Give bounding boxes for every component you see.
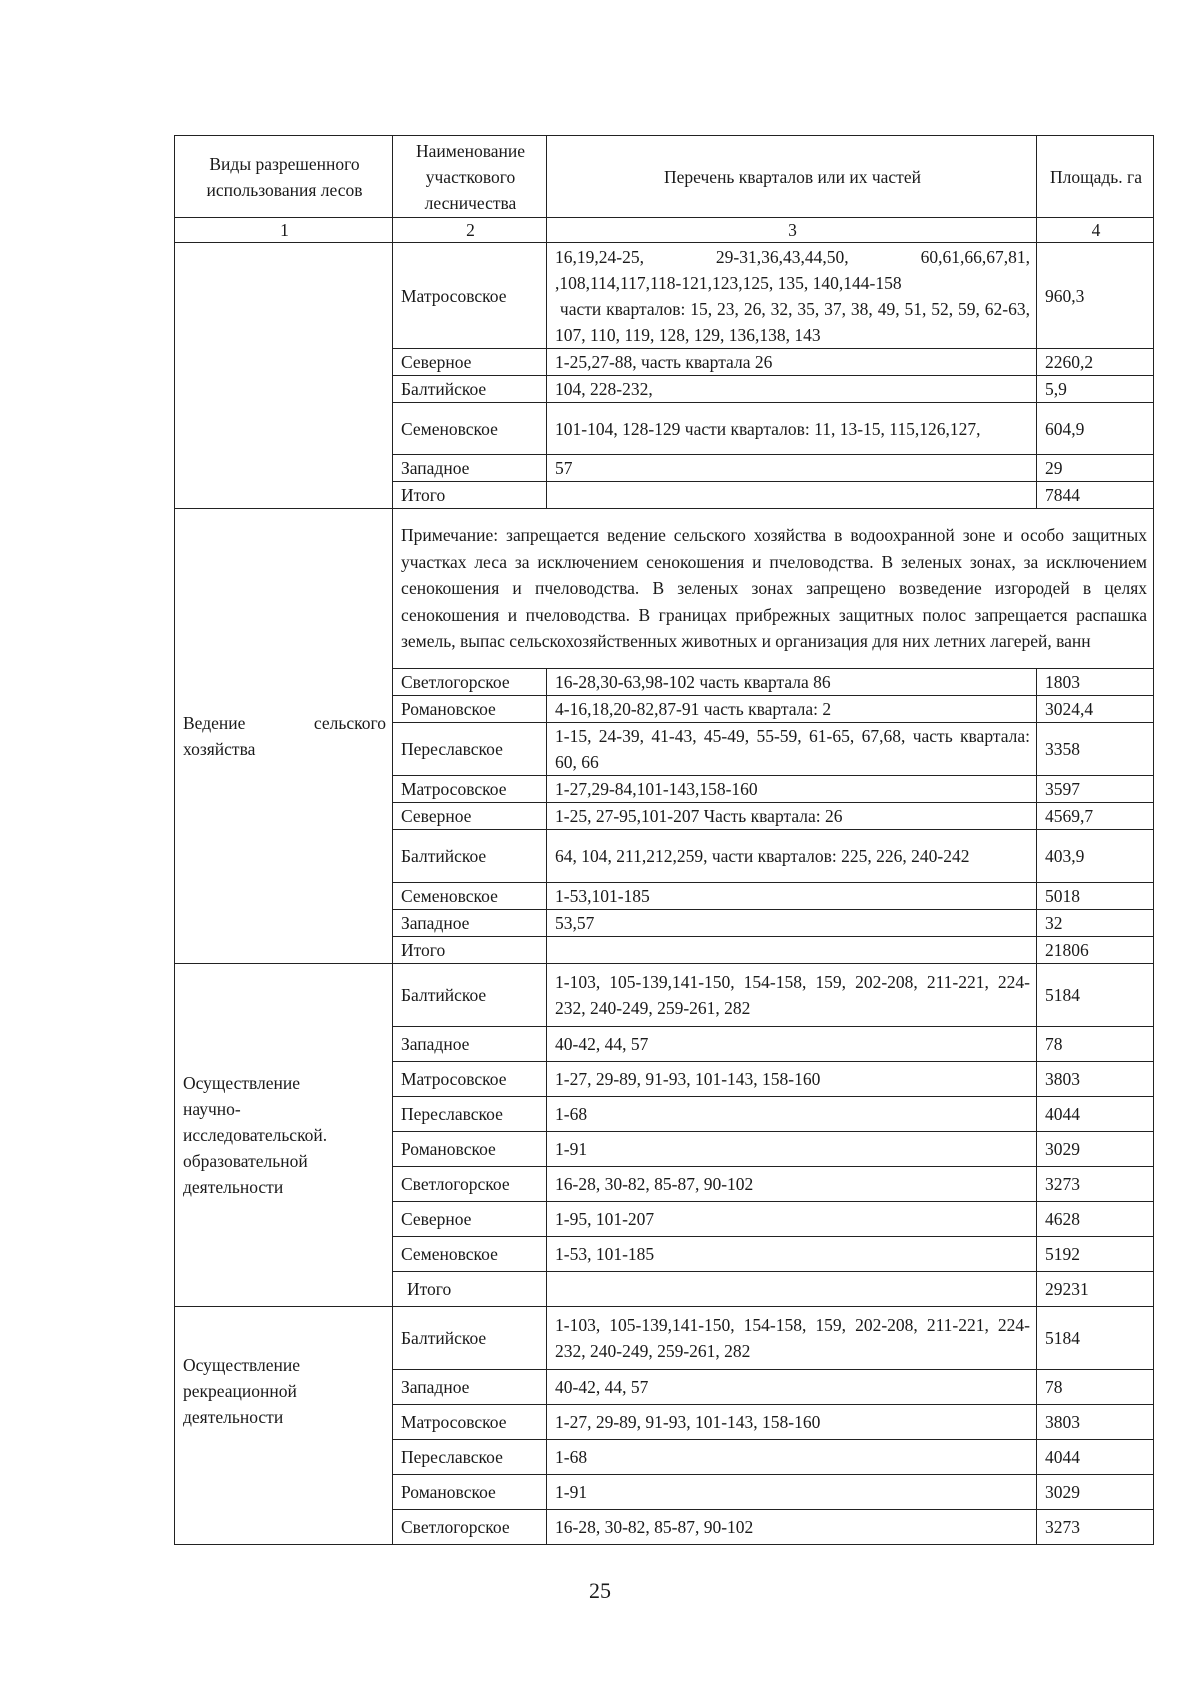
area-value: 5,9: [1037, 376, 1154, 403]
area-value: 5192: [1037, 1237, 1154, 1272]
forestry-name: Семеновское: [393, 403, 547, 455]
forestry-name: Переславское: [393, 1097, 547, 1132]
forestry-name: Западное: [393, 1370, 547, 1405]
forestry-name: Семеновское: [393, 1237, 547, 1272]
quarters-list: 1-68: [547, 1097, 1037, 1132]
use-kind-line: научно-: [183, 1099, 241, 1119]
area-value: 29: [1037, 455, 1154, 482]
column-number: 2: [393, 218, 547, 243]
page-number: 25: [589, 1578, 611, 1603]
quarters-list: 1-27,29-84,101-143,158-160: [547, 776, 1037, 803]
quarters-list: 1-27, 29-89, 91-93, 101-143, 158-160: [547, 1405, 1037, 1440]
header-use-kind: Виды разрешенного использования лесов: [175, 136, 393, 218]
column-number: 1: [175, 218, 393, 243]
quarters-list: 1-68: [547, 1440, 1037, 1475]
table-header-row: [175, 136, 1154, 218]
forestry-name: Романовское: [393, 1132, 547, 1167]
total-label: Итого: [393, 1272, 547, 1307]
quarters-list: 16-28,30-63,98-102 часть квартала 86: [547, 669, 1037, 696]
forestry-name: Светлогорское: [393, 1510, 547, 1545]
area-value: 5184: [1037, 964, 1154, 1027]
area-value: 3029: [1037, 1132, 1154, 1167]
quarters-list: 1-25,27-88, часть квартала 26: [547, 349, 1037, 376]
forestry-name: Романовское: [393, 696, 547, 723]
column-number: 4: [1037, 218, 1154, 243]
quarters-list: 1-91: [547, 1475, 1037, 1510]
quarters-list: 1-103, 105-139,141-150, 154-158, 159, 202-208, 211-221, 224-232, 240-249, 259-261, 282: [547, 1307, 1037, 1370]
area-value: 78: [1037, 1370, 1154, 1405]
area-value: 3029: [1037, 1475, 1154, 1510]
quarters-list: [547, 482, 1037, 509]
forestry-name: Переславское: [393, 1440, 547, 1475]
quarters-list: 16-28, 30-82, 85-87, 90-102: [547, 1510, 1037, 1545]
quarters-list: 1-25, 27-95,101-207 Часть квартала: 26: [547, 803, 1037, 830]
quarters-list: 104, 228-232,: [547, 376, 1037, 403]
quarters-list: 1-103, 105-139,141-150, 154-158, 159, 202-208, 211-221, 224-232, 240-249, 259-261, 282: [547, 964, 1037, 1027]
table-row: [175, 964, 1154, 1027]
note-row: [175, 509, 1154, 669]
use-kind-line: Осуществление: [183, 1354, 301, 1375]
area-value: 5184: [1037, 1307, 1154, 1370]
area-value: 32: [1037, 910, 1154, 937]
forestry-name: Западное: [393, 910, 547, 937]
quarters-list: [547, 937, 1037, 964]
use-kind-line: Ведение сельского: [183, 713, 386, 733]
use-kind-cell-empty: [175, 243, 393, 509]
area-value: 3597: [1037, 776, 1154, 803]
use-kind-line: образовательной: [183, 1151, 308, 1171]
forest-use-table: [174, 135, 1154, 1545]
area-value: 3273: [1037, 1167, 1154, 1202]
use-kind-recreation: [175, 1307, 393, 1545]
forestry-name: Западное: [393, 455, 547, 482]
use-kind-research: [175, 964, 393, 1307]
area-value: 3273: [1037, 1510, 1154, 1545]
quarters-list: 64, 104, 211,212,259, части кварталов: 225, 226, 240-242: [547, 830, 1037, 883]
quarters-list: [547, 1272, 1037, 1307]
table-row: [175, 1307, 1154, 1370]
quarters-list: 1-15, 24-39, 41-43, 45-49, 55-59, 61-65, 67,68, часть квартала: 60, 66: [547, 723, 1037, 776]
header-area: Площадь. га: [1037, 136, 1154, 218]
column-number-row: [175, 218, 1154, 243]
forestry-name: Балтийское: [393, 376, 547, 403]
total-area: 29231: [1037, 1272, 1154, 1307]
forestry-name: Балтийское: [393, 1307, 547, 1370]
total-area: 21806: [1037, 937, 1154, 964]
forestry-name: Светлогорское: [393, 1167, 547, 1202]
table-row: [175, 243, 1154, 349]
quarters-list: 1-53,101-185: [547, 883, 1037, 910]
use-kind-line: Осуществление: [183, 1073, 301, 1093]
area-value: 4628: [1037, 1202, 1154, 1237]
forestry-name: Северное: [393, 349, 547, 376]
quarters-line: 16,19,24-25, 29-31,36,43,44,50, 60,61,66,67,81,: [555, 246, 1030, 267]
total-area: 7844: [1037, 482, 1154, 509]
quarters-list: 40-42, 44, 57: [547, 1370, 1037, 1405]
forestry-name: Северное: [393, 1202, 547, 1237]
quarters-list: 1-53, 101-185: [547, 1237, 1037, 1272]
area-value: 78: [1037, 1027, 1154, 1062]
quarters-list: 16-28, 30-82, 85-87, 90-102: [547, 1167, 1037, 1202]
quarters-list: 1-27, 29-89, 91-93, 101-143, 158-160: [547, 1062, 1037, 1097]
forestry-name: Матросовское: [393, 1062, 547, 1097]
header-quarters-list: Перечень кварталов или их частей: [547, 136, 1037, 218]
forestry-name: Семеновское: [393, 883, 547, 910]
quarters-list: [547, 243, 1037, 349]
area-value: 960,3: [1037, 243, 1154, 349]
quarters-line: части кварталов: 15, 23, 26, 32, 35, 37, 38, 49, 51, 52, 59, 62-63, 107, 110, 119, 128, 129, 136,138, 143: [555, 298, 1035, 345]
use-kind-line: исследовательской.: [183, 1125, 328, 1145]
quarters-list: 57: [547, 455, 1037, 482]
area-value: 3024,4: [1037, 696, 1154, 723]
area-value: 4044: [1037, 1097, 1154, 1132]
forestry-name: Балтийское: [393, 830, 547, 883]
forestry-name: Матросовское: [393, 776, 547, 803]
quarters-line: ,108,114,117,118-121,123,125, 135, 140,144-158: [555, 272, 902, 293]
quarters-list: 1-95, 101-207: [547, 1202, 1037, 1237]
use-kind-line: хозяйства: [183, 739, 256, 759]
quarters-list: 1-91: [547, 1132, 1037, 1167]
area-value: 3803: [1037, 1405, 1154, 1440]
use-kind-agriculture: [175, 509, 393, 964]
quarters-list: 40-42, 44, 57: [547, 1027, 1037, 1062]
area-value: 2260,2: [1037, 349, 1154, 376]
spacer: [183, 1430, 386, 1500]
forestry-name: Матросовское: [393, 243, 547, 349]
area-value: 403,9: [1037, 830, 1154, 883]
forestry-name: Северное: [393, 803, 547, 830]
total-label: Итого: [393, 482, 547, 509]
quarters-list: 53,57: [547, 910, 1037, 937]
quarters-list: 101-104, 128-129 части кварталов: 11, 13-15, 115,126,127,: [547, 403, 1037, 455]
forestry-name: Балтийское: [393, 964, 547, 1027]
header-forestry-name: Наименование участкового лесничества: [393, 136, 547, 218]
area-value: 5018: [1037, 883, 1154, 910]
area-value: 3358: [1037, 723, 1154, 776]
total-label: Итого: [393, 937, 547, 964]
restriction-note: Примечание: запрещается ведение сельского хозяйства в водоохранной зоне и особо защитных участках леса за исключением сенокошения и пчеловодства. В зеленых зонах, за исключением сенокошения и пчеловодства. В зеленых зонах запрещено возведение изгородей в целях сенокошения и пчеловодства. В границах прибрежных защитных полос запрещается распашка земель, выпас сельскохозяйственных животных и организация для них летних лагерей, ванн: [393, 509, 1154, 669]
area-value: 1803: [1037, 669, 1154, 696]
use-kind-line: деятельности: [183, 1406, 284, 1427]
area-value: 4569,7: [1037, 803, 1154, 830]
forestry-name: Светлогорское: [393, 669, 547, 696]
area-value: 4044: [1037, 1440, 1154, 1475]
forestry-name: Матросовское: [393, 1405, 547, 1440]
use-kind-line: деятельности: [183, 1177, 284, 1197]
area-value: 3803: [1037, 1062, 1154, 1097]
forestry-name: Западное: [393, 1027, 547, 1062]
forestry-name: Переславское: [393, 723, 547, 776]
area-value: 604,9: [1037, 403, 1154, 455]
quarters-list: 4-16,18,20-82,87-91 часть квартала: 2: [547, 696, 1037, 723]
forestry-name: Романовское: [393, 1475, 547, 1510]
column-number: 3: [547, 218, 1037, 243]
use-kind-line: рекреационной: [183, 1380, 297, 1401]
